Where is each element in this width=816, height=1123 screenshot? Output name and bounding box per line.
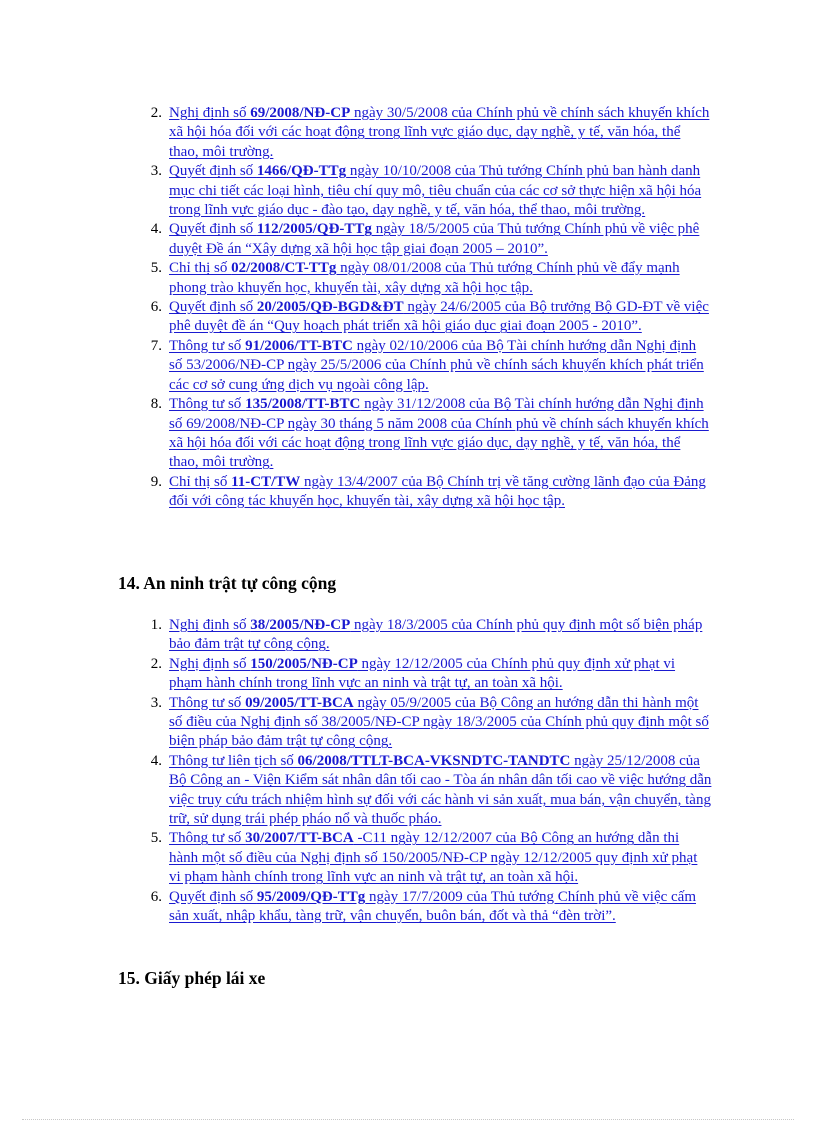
document-link[interactable]: Quyết định số 95/2009/QĐ-TTg ngày 17/7/2009 của Thủ tướng Chính phủ về việc cấm sản xuất, nhập khẩu, tàng trữ, vận chuyển, buôn bán, đốt và thả “đèn trời”. [169, 888, 696, 925]
item-number: 7. [150, 337, 162, 354]
item-number: 8. [150, 396, 162, 413]
list-item [142, 616, 712, 655]
list-item [142, 162, 712, 220]
list-item [142, 220, 712, 259]
list-item [142, 655, 712, 694]
list-item [142, 752, 712, 830]
document-link[interactable]: Thông tư số 09/2005/TT-BCA ngày 05/9/2005 của Bộ Công an hướng dẫn thi hành một số điều của Nghị định số 38/2005/NĐ-CP ngày 18/3/2005 của Chính phủ quy định một số biện pháp bảo đảm trật tự công cộng. [169, 694, 709, 750]
list-item [142, 694, 712, 752]
item-number: 6. [150, 299, 162, 316]
item-number: 6. [150, 888, 162, 905]
document-link[interactable]: Chỉ thị số 02/2008/CT-TTg ngày 08/01/2008 của Thủ tướng Chính phủ về đẩy mạnh phong trào khuyến học, khuyến tài, xây dựng xã hội học tập. [169, 260, 680, 296]
item-number: 9. [150, 473, 162, 490]
item-number: 4. [150, 221, 162, 238]
list-item [142, 829, 712, 887]
page-bottom-divider [22, 1119, 794, 1120]
document-link[interactable]: Quyết định số 1466/QĐ-TTg ngày 10/10/2008 của Thủ tướng Chính phủ ban hành danh mục chi tiết các loại hình, tiêu chí quy mô, tiêu chuẩn của các cơ sở thực hiện xã hội hóa trong lĩnh vực giáo dục - đào tạo, dạy nghề, y tế, văn hóa, thể thao, môi trường. [169, 163, 702, 219]
list-item [142, 395, 712, 473]
document-link[interactable]: Thông tư số 135/2008/TT-BTC ngày 31/12/2008 của Bộ Tài chính hướng dẫn Nghị định số 69/2008/NĐ-CP ngày 30 tháng 5 năm 2008 của Chính phủ về chính sách khuyến khích xã hội hóa đối với các hoạt động trong lĩnh vực giáo dục, dạy nghề, y tế, văn hóa, thể thao, môi trường. [169, 396, 709, 471]
list-item [142, 473, 712, 512]
item-number: 2. [150, 105, 162, 121]
document-link[interactable]: Nghị định số 69/2008/NĐ-CP ngày 30/5/2008 của Chính phủ về chính sách khuyến khích xã hội hóa đối với các hoạt động trong lĩnh vực giáo dục, dạy nghề, y tế, văn hóa, thể thao, môi trường. [169, 105, 710, 160]
document-link[interactable]: Chỉ thị số 11-CT/TW ngày 13/4/2007 của Bộ Chính trị về tăng cường lãnh đạo của Đảng đối với công tác khuyến học, khuyến tài, xây dựng xã hội học tập. [169, 473, 706, 510]
document-link[interactable]: Thông tư số 30/2007/TT-BCA -C11 ngày 12/12/2007 của Bộ Công an hướng dẫn thi hành một số điều của Nghị định số 150/2005/NĐ-CP ngày 12/12/2005 quy định xử phạt vi phạm hành chính trong lĩnh vực an ninh và trật tự, an toàn xã hội. [169, 830, 698, 886]
list-item [142, 104, 712, 162]
item-number: 3. [150, 163, 162, 180]
document-link[interactable]: Thông tư số 91/2006/TT-BTC ngày 02/10/2006 của Bộ Tài chính hướng dẫn Nghị định số 53/2006/NĐ-CP ngày 25/5/2006 của Chính phủ về chính sách khuyến khích phát triển các cơ sở cung ứng dịch vụ ngoài công lập. [169, 337, 704, 393]
item-number: 5. [150, 260, 162, 277]
document-link[interactable]: Quyết định số 20/2005/QĐ-BGD&ĐT ngày 24/6/2005 của Bộ trưởng Bộ GD-ĐT về việc phê duyệt đề án “Quy hoạch phát triển xã hội giáo dục giai đoạn 2005 - 2010”. [169, 299, 709, 335]
section-heading-14: 14. An ninh trật tự công cộng [118, 573, 337, 593]
document-link[interactable]: Thông tư liên tịch số 06/2008/TTLT-BCA-VKSNDTC-TANDTC ngày 25/12/2008 của Bộ Công an - Viện Kiểm sát nhân dân tối cao - Tòa án nhân dân tối cao về việc hướng dẫn việc truy cứu trách nhiệm hình sự đối với các hành vi sản xuất, mua bán, vận chuyển, tàng trữ, sử dụng trái phép pháo nổ và thuốc pháo. [169, 752, 712, 828]
document-link[interactable]: Quyết định số 112/2005/QĐ-TTg ngày 18/5/2005 của Thủ tướng Chính phủ về việc phê duyệt Đề án “Xây dựng xã hội học tập giai đoạn 2005 – 2010”. [169, 221, 700, 257]
item-number: 5. [150, 830, 162, 847]
legal-documents-list-14 [142, 616, 712, 927]
list-item [142, 337, 712, 395]
item-number: 3. [150, 694, 162, 711]
list-item [142, 259, 712, 298]
section-heading-15: 15. Giấy phép lái xe [118, 968, 266, 988]
legal-documents-list-13 [142, 104, 712, 512]
list-item [142, 298, 712, 337]
item-number: 4. [150, 752, 162, 769]
item-number: 1. [150, 617, 162, 633]
document-link[interactable]: Nghị định số 150/2005/NĐ-CP ngày 12/12/2005 của Chính phủ quy định xử phạt vi phạm hành chính trong lĩnh vực an ninh và trật tự, an toàn xã hội. [169, 655, 676, 692]
item-number: 2. [150, 655, 162, 672]
document-link[interactable]: Nghị định số 38/2005/NĐ-CP ngày 18/3/2005 của Chính phủ quy định một số biện pháp bảo đảm trật tự công cộng. [169, 617, 703, 653]
list-item [142, 888, 712, 927]
